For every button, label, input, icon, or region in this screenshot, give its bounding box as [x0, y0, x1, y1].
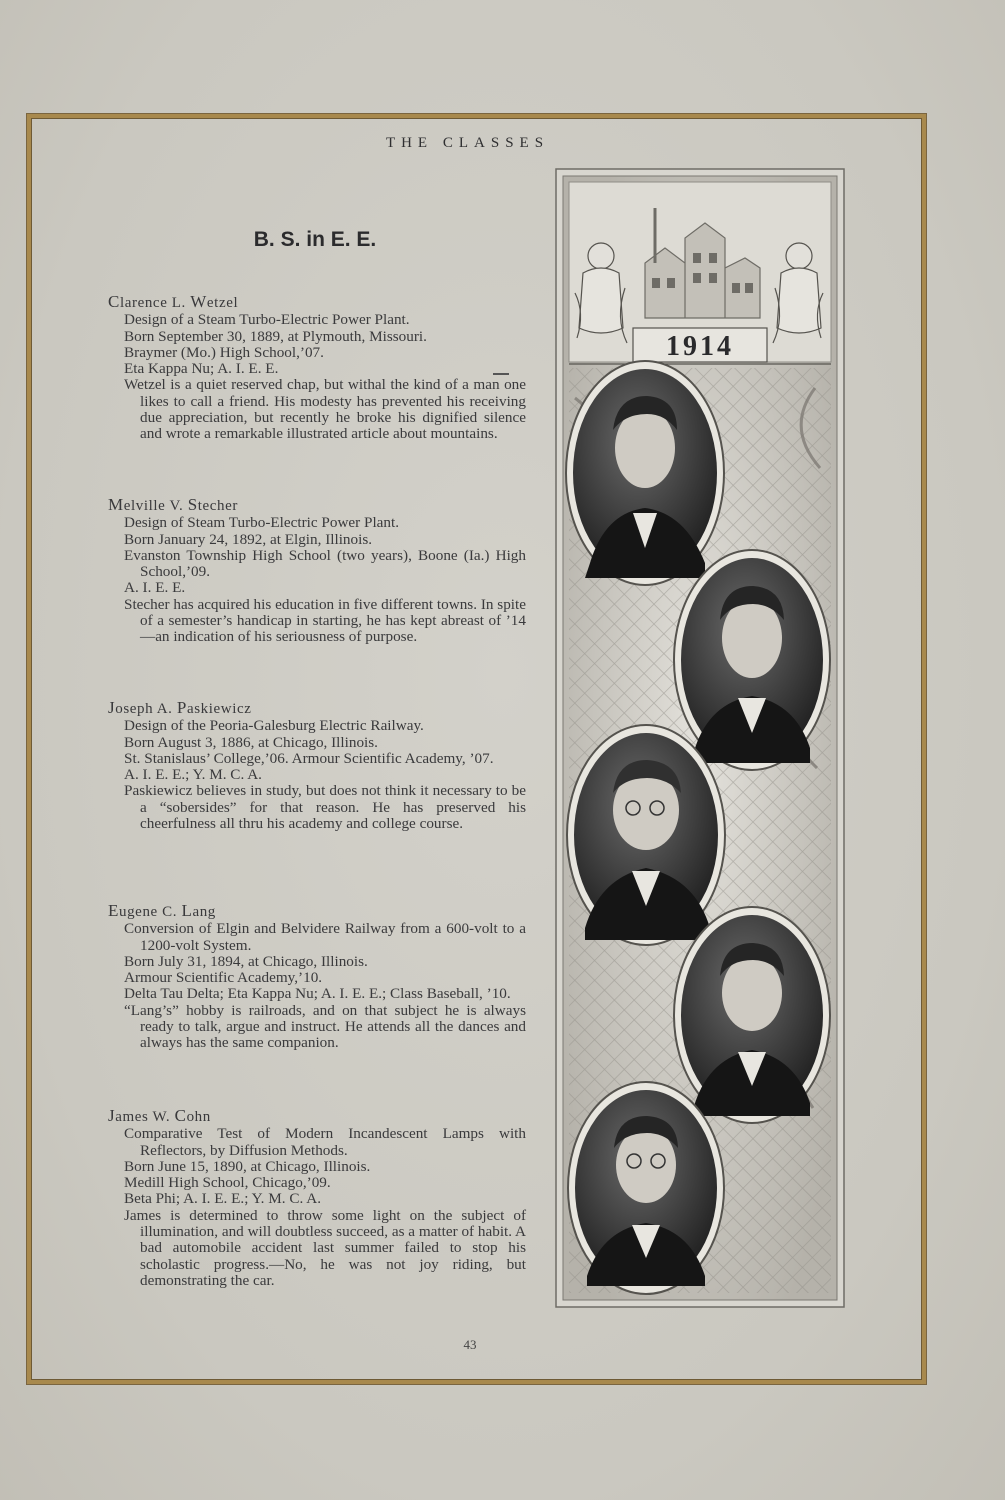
- portrait-panel: [555, 168, 845, 1308]
- entry-name: Eugene C. Lang: [108, 901, 216, 920]
- entry-cohn: [108, 1108, 526, 1289]
- page-number: 43: [463, 1337, 477, 1352]
- birth-info: Born January 24, 1892, at Elgin, Illinois.: [124, 530, 373, 548]
- entry-description: Paskiewicz believes in study, but does not think it necessary to be a “sobersides” for that reason. He has preserved his cheerfulness all thru his academy and college course.: [124, 782, 526, 833]
- thesis-title: Design of a Steam Turbo-Electric Power Plant.: [124, 311, 410, 329]
- prior-school: Braymer (Mo.) High School,’07.: [124, 343, 324, 361]
- entry-paskiewicz: [108, 700, 526, 832]
- portrait-wetzel: [566, 361, 724, 585]
- header-illustration: [569, 182, 831, 364]
- portrait-lang: [674, 907, 830, 1123]
- thesis-title: Conversion of Elgin and Belvidere Railway from a 600-volt to a 1200-volt System.: [124, 920, 526, 954]
- affiliations: Beta Phi; A. I. E. E.; Y. M. C. A.: [124, 1190, 322, 1208]
- entry-description: “Lang’s” hobby is railroads, and on that subject he is always ready to talk, argue and instruct. He attends all the dances and always has the same companion.: [124, 1001, 526, 1052]
- portrait-paskiewicz: [567, 725, 725, 945]
- entry-stecher: [108, 497, 526, 646]
- entry-name: Joseph A. Paskiewicz: [108, 698, 252, 717]
- entry-name: James W. Cohn: [108, 1106, 211, 1125]
- birth-info: Born September 30, 1889, at Plymouth, Missouri.: [124, 327, 427, 345]
- thesis-title: Comparative Test of Modern Incandescent Lamps with Reflectors, by Diffusion Methods.: [124, 1125, 526, 1159]
- portrait-stecher: [674, 550, 830, 770]
- affiliations: A. I. E. E.; Y. M. C. A.: [124, 766, 262, 784]
- panel-year: 1914: [666, 331, 734, 362]
- birth-info: Born July 31, 1894, at Chicago, Illinois.: [124, 952, 368, 970]
- entry-name: Clarence L. Wetzel: [108, 292, 239, 311]
- affiliations: Delta Tau Delta; Eta Kappa Nu; A. I. E. E.; Class Baseball, ’10.: [124, 985, 511, 1003]
- entry-lang: [108, 903, 526, 1052]
- affiliations: Eta Kappa Nu; A. I. E. E.: [124, 360, 279, 378]
- entry-name: Melville V. Stecher: [108, 495, 238, 514]
- prior-school: Evanston Township High School (two years), Boone (Ia.) High School,’09.: [124, 546, 526, 581]
- birth-info: Born August 3, 1886, at Chicago, Illinois.: [124, 733, 378, 751]
- entry-wetzel: [108, 294, 526, 443]
- section-title: B. S. in E. E.: [253, 228, 377, 251]
- entry-description: Stecher has acquired his education in five different towns. In spite of a semester’s handicap in starting, he has kept abreast of ’14—an indication of his seriousness of purpose.: [124, 595, 526, 646]
- prior-school: Armour Scientific Academy,’10.: [124, 969, 323, 987]
- entry-description: James is determined to throw some light on the subject of illumination, and will doubtless succeed, as a matter of habit. A bad automobile accident last summer failed to stop his scholastic progress.—No, he was not joy riding, but demonstrating the car.: [124, 1206, 526, 1289]
- thesis-title: Design of the Peoria-Galesburg Electric Railway.: [124, 717, 424, 735]
- thesis-title: Design of Steam Turbo-Electric Power Plant.: [124, 514, 400, 532]
- prior-school: Medill High School, Chicago,’09.: [124, 1174, 331, 1192]
- prior-school: St. Stanislaus’ College,’06. Armour Scientific Academy, ’07.: [124, 749, 494, 767]
- portrait-cohn: [568, 1082, 724, 1294]
- affiliations: A. I. E. E.: [124, 579, 186, 597]
- birth-info: Born June 15, 1890, at Chicago, Illinois.: [124, 1157, 371, 1175]
- entry-description: Wetzel is a quiet reserved chap, but withal the kind of a man one likes to call a friend. His modesty has prevented his receiving due appreciation, but recently he broke his dignified silence and wrote a remarkable illustrated article about mountains.: [124, 376, 526, 443]
- running-head: THE CLASSES: [385, 135, 550, 151]
